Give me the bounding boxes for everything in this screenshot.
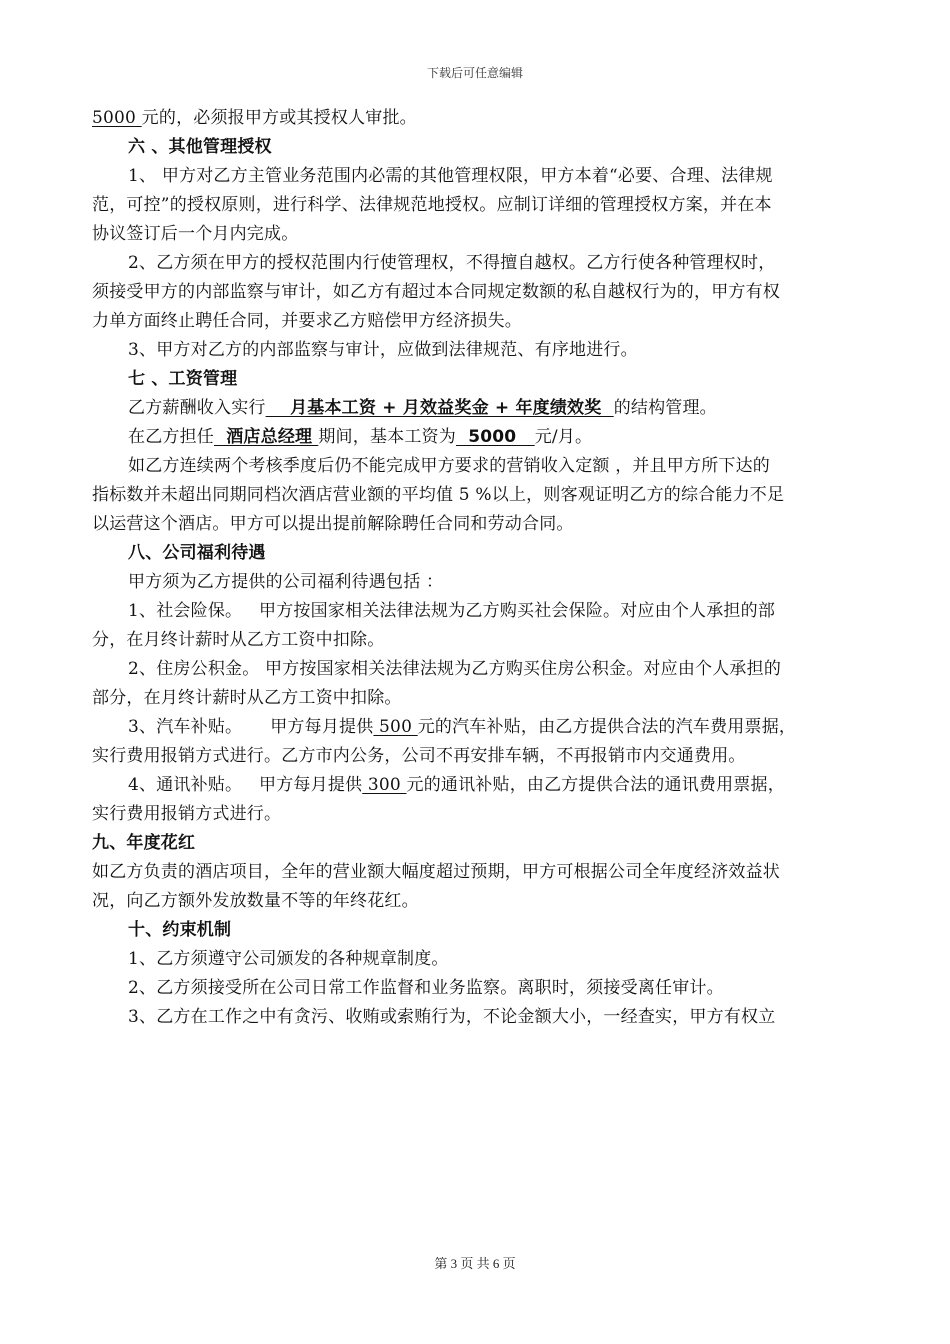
- text: 乙方薪酬收入实行: [128, 398, 266, 418]
- paragraph-line: [92, 104, 864, 133]
- text: 元的通讯补贴，由乙方提供合法的通讯费用票据，: [406, 775, 785, 795]
- paragraph-line: 2、住房公积金。 甲方按国家相关法律法规为乙方购买住房公积金。对应由个人承担的: [128, 659, 782, 679]
- paragraph-line: 2、乙方须在甲方的授权范围内行使管理权，不得擅自越权。乙方行使各种管理权时，: [128, 253, 776, 273]
- paragraph-line: [92, 394, 864, 423]
- paragraph-line: [92, 423, 864, 452]
- paragraph-line: 1、 甲方对乙方主管业务范围内必需的其他管理权限，甲方本着“必要、合理、法律规: [128, 166, 773, 186]
- paragraph-line: 分，在月终计薪时从乙方工资中扣除。: [92, 630, 385, 650]
- section-heading-10: 十、约束机制: [128, 920, 232, 940]
- car-allowance-value: 500: [373, 717, 418, 737]
- text: 3、汽车补贴。 甲方每月提供: [128, 717, 374, 737]
- section-heading-8: 八、公司福利待遇: [128, 543, 266, 563]
- paragraph-line: 3、甲方对乙方的内部监察与审计，应做到法律规范、有序地进行。: [128, 340, 638, 360]
- paragraph-line: 甲方须为乙方提供的公司福利待遇包括 ：: [128, 572, 444, 592]
- paragraph-line: 如乙方连续两个考核季度后仍不能完成甲方要求的营销收入定额 ，并且甲方所下达的: [128, 456, 771, 476]
- amount-value: 5000: [92, 108, 142, 128]
- paragraph-line: 2、乙方须接受所在公司日常工作监督和业务监察。离职时，须接受离任审计。: [128, 978, 724, 998]
- salary-structure-value: 月基本工资 + 月效益奖金 + 年度绩效奖: [265, 398, 614, 418]
- page-header: 下载后可任意编辑: [426, 66, 523, 80]
- text: 元的，必须报甲方或其授权人审批。: [141, 108, 417, 128]
- text: 在乙方担任: [128, 427, 214, 447]
- paragraph-line: 实行费用报销方式进行。: [92, 804, 282, 824]
- paragraph-line: [92, 771, 864, 800]
- phone-allowance-value: 300: [362, 775, 407, 795]
- text: 4、通讯补贴。 甲方每月提供: [128, 775, 363, 795]
- paragraph-line: 须接受甲方的内部监察与审计，如乙方有超过本合同规定数额的私自越权行为的，甲方有权: [92, 282, 780, 302]
- paragraph-line: 如乙方负责的酒店项目，全年的营业额大幅度超过预期，甲方可根据公司全年度经济效益状: [92, 862, 780, 882]
- paragraph-line: 况，向乙方额外发放数量不等的年终花红。: [92, 891, 419, 911]
- paragraph-line: 协议签订后一个月内完成。: [92, 224, 299, 244]
- text: 元的汽车补贴，由乙方提供合法的汽车费用票据，: [417, 717, 797, 737]
- base-salary-value: 5000: [455, 427, 535, 447]
- paragraph-line: 部分，在月终计薪时从乙方工资中扣除。: [92, 688, 402, 708]
- section-heading-9: 九、年度花红: [92, 833, 196, 853]
- position-value: 酒店总经理: [214, 427, 319, 447]
- paragraph-line: 实行费用报销方式进行。乙方市内公务，公司不再安排车辆，不再报销市内交通费用。: [92, 746, 746, 766]
- text: 期间，基本工资为: [318, 427, 456, 447]
- paragraph-line: 范，可控”的授权原则，进行科学、法律规范地授权。应制订详细的管理授权方案，并在本: [92, 195, 772, 215]
- paragraph-line: 1、乙方须遵守公司颁发的各种规章制度。: [128, 949, 449, 969]
- document-body: [92, 104, 864, 1032]
- paragraph-line: 力单方面终止聘任合同，并要求乙方赔偿甲方经济损失。: [92, 311, 522, 331]
- text: 的结构管理。: [613, 398, 717, 418]
- paragraph-line: 1、社会险保。 甲方按国家相关法律法规为乙方购买社会保险。对应由个人承担的部: [128, 601, 776, 621]
- paragraph-line: 指标数并未超出同期同档次酒店营业额的平均值 5 %以上，则客观证明乙方的综合能力不足: [92, 485, 785, 505]
- text: 元/月。: [534, 427, 593, 447]
- paragraph-line: 以运营这个酒店。甲方可以提出提前解除聘任合同和劳动合同。: [92, 514, 574, 534]
- section-heading-6: 六 、其他管理授权: [128, 137, 272, 157]
- section-heading-7: 七 、工资管理: [128, 369, 238, 389]
- paragraph-line: [92, 713, 864, 742]
- page-number: 第 3 页 共 6 页: [434, 1256, 516, 1271]
- paragraph-line: 3、乙方在工作之中有贪污、收贿或索贿行为，不论金额大小，一经查实，甲方有权立: [128, 1007, 776, 1027]
